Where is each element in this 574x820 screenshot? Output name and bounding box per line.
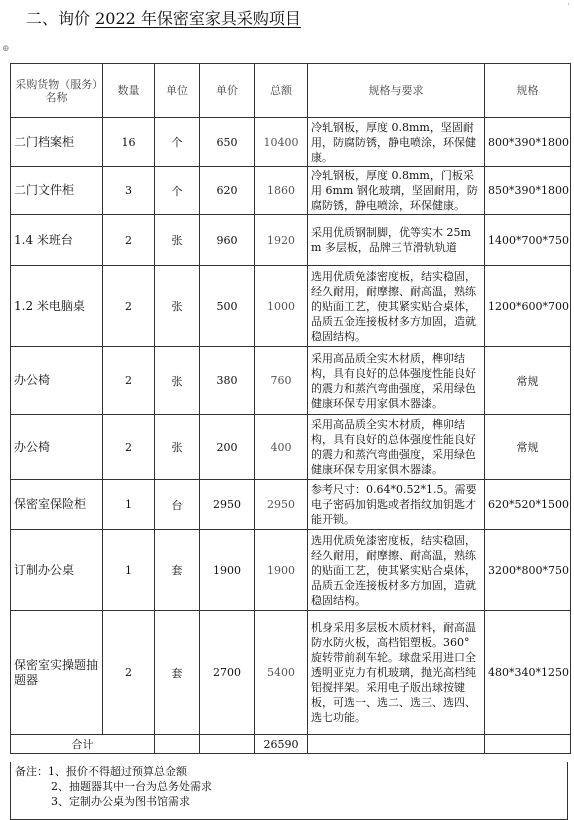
table-header-row — [11, 64, 571, 118]
item-size: 1200*600*700 — [485, 266, 571, 347]
item-qty: 16 — [103, 118, 155, 167]
item-spec: 冷轧钢板，厚度 0.8mm，坚固耐用，防腐防锈，静电喷涂，环保健康。 — [308, 118, 485, 167]
sum-empty-cell — [485, 735, 571, 754]
table-move-handle-icon[interactable]: ⊕ — [2, 44, 10, 54]
header-name: 采购货物（服务）名称 — [11, 64, 103, 118]
header-price: 单价 — [200, 64, 255, 118]
sum-total: 26590 — [255, 735, 308, 754]
item-name: 办公椅 — [11, 347, 103, 415]
item-price: 2700 — [200, 611, 255, 735]
item-spec: 选用优质免漆密度板，结实稳固，经久耐用，耐摩擦、耐高温，熟练的贴面工艺，使其紧实贴合桌体，品质五金连接板材多方加固，造就稳固结构。 — [308, 266, 485, 347]
item-size: 850*390*1800 — [485, 167, 571, 215]
item-price: 1900 — [200, 530, 255, 611]
item-spec: 冷轧钢板，厚度 0.8mm，门板采用 6mm 钢化玻璃，坚固耐用，防腐防锈，静电喷涂，环保健康。 — [308, 167, 485, 215]
item-price: 650 — [200, 118, 255, 167]
item-total: 5400 — [255, 611, 308, 735]
sum-label: 合计 — [11, 735, 155, 754]
item-spec: 机身采用多层板木质材料，耐高温防水防火板，高档铝塑板。360° 旋转带前刹车轮。球盘采用进口全透明亚克力有机玻璃，抛光高档纯铝搅拌架。采用电子版出球按键板，可选一、选二、选三、选四、选七功能。 — [308, 611, 485, 735]
item-price: 960 — [200, 215, 255, 266]
item-spec: 选用优质免漆密度板，结实稳固，经久耐用，耐摩擦、耐高温，熟练的贴面工艺，使其紧实贴合桌体，品质五金连接板材多方加固，造就稳固结构。 — [308, 530, 485, 611]
item-unit: 个 — [155, 118, 200, 167]
note-item: 3、定制办公桌为图书馆需求 — [51, 795, 190, 808]
item-unit: 套 — [155, 611, 200, 735]
item-qty: 2 — [103, 415, 155, 480]
table-row — [11, 415, 571, 480]
item-unit: 张 — [155, 347, 200, 415]
item-total: 1900 — [255, 530, 308, 611]
item-total: 1860 — [255, 167, 308, 215]
table-row — [11, 530, 571, 611]
item-spec: 采用高品质全实木材质，榫卯结构，具有良好的总体强度性能良好的震力和蒸汽弯曲强度，采用绿色健康环保专用家俱木器漆。 — [308, 415, 485, 480]
sum-row — [11, 735, 571, 754]
item-total: 10400 — [255, 118, 308, 167]
item-total: 1920 — [255, 215, 308, 266]
notes-label: 备注： — [15, 765, 48, 778]
table-row — [11, 480, 571, 530]
item-price: 500 — [200, 266, 255, 347]
item-unit: 个 — [155, 167, 200, 215]
item-unit: 张 — [155, 215, 200, 266]
header-total: 总额 — [255, 64, 308, 118]
notes-box — [10, 762, 568, 820]
header-size: 规格 — [485, 64, 571, 118]
item-size: 常规 — [485, 415, 571, 480]
item-unit: 张 — [155, 415, 200, 480]
item-qty: 2 — [103, 266, 155, 347]
item-qty: 2 — [103, 215, 155, 266]
sum-empty-cell — [155, 735, 200, 754]
item-name: 保密室保险柜 — [11, 480, 103, 530]
item-price: 380 — [200, 347, 255, 415]
item-total: 2950 — [255, 480, 308, 530]
sum-empty-cell — [200, 735, 255, 754]
item-total: 760 — [255, 347, 308, 415]
table-row — [11, 611, 571, 735]
item-size: 480*340*1250 — [485, 611, 571, 735]
table-row — [11, 118, 571, 167]
table-row — [11, 266, 571, 347]
item-qty: 3 — [103, 167, 155, 215]
item-size: 常规 — [485, 347, 571, 415]
item-unit: 张 — [155, 266, 200, 347]
item-unit: 台 — [155, 480, 200, 530]
item-qty: 1 — [103, 480, 155, 530]
item-total: 400 — [255, 415, 308, 480]
item-name: 订制办公桌 — [11, 530, 103, 611]
item-spec: 采用优质钢制脚，优等实木 25mm 多层板，品牌三节滑轨轨道 — [308, 215, 485, 266]
item-name: 保密室实操题抽题器 — [11, 611, 103, 735]
table-row — [11, 167, 571, 215]
item-unit: 套 — [155, 530, 200, 611]
header-qty: 数量 — [103, 64, 155, 118]
table-row — [11, 215, 571, 266]
header-spec: 规格与要求 — [308, 64, 485, 118]
heading-title: 2022 年保密室家具采购项目 — [95, 9, 301, 28]
heading-prefix: 二、询价 — [26, 9, 96, 28]
item-name: 二门文件柜 — [11, 167, 103, 215]
item-name: 办公椅 — [11, 415, 103, 480]
item-size: 3200*800*750 — [485, 530, 571, 611]
table-row — [11, 347, 571, 415]
item-name: 1.4 米班台 — [11, 215, 103, 266]
procurement-table — [10, 63, 571, 754]
page-corner-mark: · — [567, 0, 570, 10]
item-price: 2950 — [200, 480, 255, 530]
note-line — [15, 764, 563, 779]
page-heading — [26, 6, 301, 29]
item-qty: 2 — [103, 347, 155, 415]
item-price: 620 — [200, 167, 255, 215]
item-size: 620*520*1500 — [485, 480, 571, 530]
item-price: 200 — [200, 415, 255, 480]
item-total: 1000 — [255, 266, 308, 347]
item-spec: 参考尺寸：0.64*0.52*1.5。需要电子密码加钥匙或者指纹加钥匙才能开锁。 — [308, 480, 485, 530]
note-item: 1、报价不得超过预算总金额 — [48, 765, 187, 778]
item-qty: 2 — [103, 611, 155, 735]
item-spec: 采用高品质全实木材质，榫卯结构，具有良好的总体强度性能良好的震力和蒸汽弯曲强度，采用绿色健康环保专用家俱木器漆。 — [308, 347, 485, 415]
item-qty: 1 — [103, 530, 155, 611]
note-item: 2、抽题器其中一台为总务处需求 — [51, 780, 212, 793]
header-unit: 单位 — [155, 64, 200, 118]
item-name: 1.2 米电脑桌 — [11, 266, 103, 347]
sum-empty-cell — [308, 735, 485, 754]
item-size: 1400*700*750 — [485, 215, 571, 266]
item-size: 800*390*1800 — [485, 118, 571, 167]
item-name: 二门档案柜 — [11, 118, 103, 167]
